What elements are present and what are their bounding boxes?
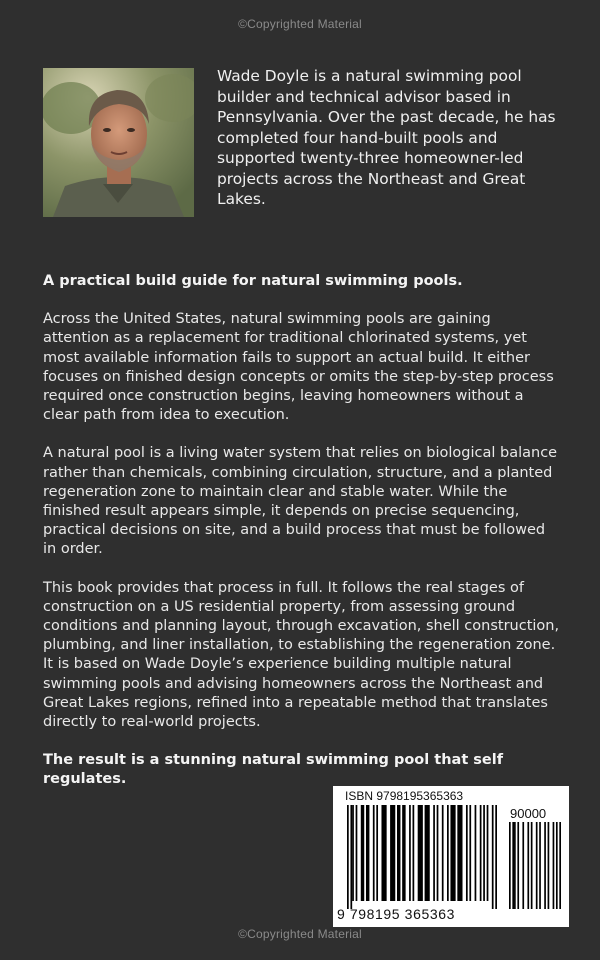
- barcode-bar: [466, 805, 468, 901]
- copyright-watermark-top: ©Copyrighted Material: [238, 17, 362, 31]
- price-code: 90000: [510, 806, 547, 821]
- barcode-bar: [514, 822, 516, 909]
- barcode-bar: [512, 822, 514, 909]
- author-bio: Wade Doyle is a natural swimming pool builder and technical advisor based in Pennsylvania. Over the past decade, he has completed four hand-built pools and supported twenty-three homeowner-led projects across the Northeast and Great Lakes.: [217, 67, 556, 208]
- barcode-bar: [381, 805, 386, 901]
- author-portrait-image: [43, 68, 194, 217]
- barcode-bar: [433, 805, 435, 901]
- barcode-bar: [556, 822, 558, 909]
- barcode-bar: [517, 822, 519, 909]
- book-description: [43, 272, 561, 809]
- barcode-bar: [373, 805, 375, 901]
- barcode-bar: [544, 822, 546, 909]
- isbn-barcode: [333, 786, 569, 927]
- barcode-bar: [442, 805, 444, 901]
- barcode-bar: [527, 822, 529, 909]
- isbn-label: ISBN 9798195365363: [345, 789, 464, 803]
- barcode-bar: [425, 805, 430, 901]
- barcode-bar: [447, 805, 449, 901]
- description-paragraph-1: Across the United States, natural swimming pools are gaining attention as a replacement for traditional chlorinated systems, yet most available information fails to support an actual build. It either focuses on finished design concepts or omits the step-by-step process required once construction begins, leaving homeowners without a clear path from idea to execution.: [43, 311, 554, 424]
- barcode-bar: [553, 822, 555, 909]
- barcode-bar: [483, 805, 485, 901]
- barcode-bar: [475, 805, 477, 901]
- barcode-bar: [548, 822, 550, 909]
- author-photo: [43, 68, 194, 217]
- barcode-bar: [492, 805, 494, 909]
- barcode-bar: [495, 805, 497, 909]
- barcode-bar: [469, 805, 471, 901]
- barcode-digits: 9 798195 365363: [337, 906, 455, 922]
- barcode-bar: [509, 822, 511, 909]
- barcode-bar: [409, 805, 411, 901]
- copyright-watermark-bottom: ©Copyrighted Material: [238, 927, 362, 941]
- description-paragraph-2: A natural pool is a living water system that relies on biological balance rather than chemicals, combining circulation, structure, and a planted regeneration zone to maintain clear and stable water. While the finished result appears simple, it depends on precise sequencing, practical decisions on site, and a build process that must be followed in order.: [43, 445, 558, 558]
- tagline: A practical build guide for natural swimming pools.: [43, 273, 463, 289]
- barcode-bar: [397, 805, 400, 901]
- barcode-bar: [457, 805, 462, 901]
- barcode-bar: [536, 822, 538, 909]
- barcode-bar: [418, 805, 423, 901]
- barcode-bar: [487, 805, 489, 901]
- description-paragraph-3: This book provides that process in full. It follows the real stages of construction on a US residential property, from assessing ground conditions and planning layout, through excavation, shell construction, plumbing, and liner installation, to establishing the regeneration zone. It is based on Wade Doyle’s experience building multiple natural swimming pools and advising homeowners across the Northeast and Great Lakes regions, refined into a repeatable method that translates directly to real-world projects.: [43, 579, 560, 731]
- closing-statement: The result is a stunning natural swimming pool that self regulates.: [43, 752, 504, 788]
- barcode-bar: [356, 805, 358, 901]
- barcode-bar: [450, 805, 455, 901]
- barcode-bar: [522, 822, 524, 909]
- barcode-bar: [366, 805, 369, 901]
- barcode-bar: [437, 805, 439, 901]
- barcode-bar: [413, 805, 415, 901]
- barcode-bar: [361, 805, 364, 901]
- ean-barcode-bars: [347, 805, 497, 909]
- barcode-bar: [376, 805, 378, 901]
- barcode-bar: [559, 822, 561, 909]
- barcode-bar: [352, 805, 354, 901]
- barcode-bar: [480, 805, 482, 901]
- barcode-bar: [347, 805, 349, 909]
- barcode-bar: [531, 822, 533, 909]
- barcode-bar: [539, 822, 541, 909]
- barcode-bar: [350, 805, 352, 909]
- barcode-bar: [390, 805, 395, 901]
- price-barcode-bars: [509, 822, 561, 909]
- barcode-bar: [402, 805, 405, 901]
